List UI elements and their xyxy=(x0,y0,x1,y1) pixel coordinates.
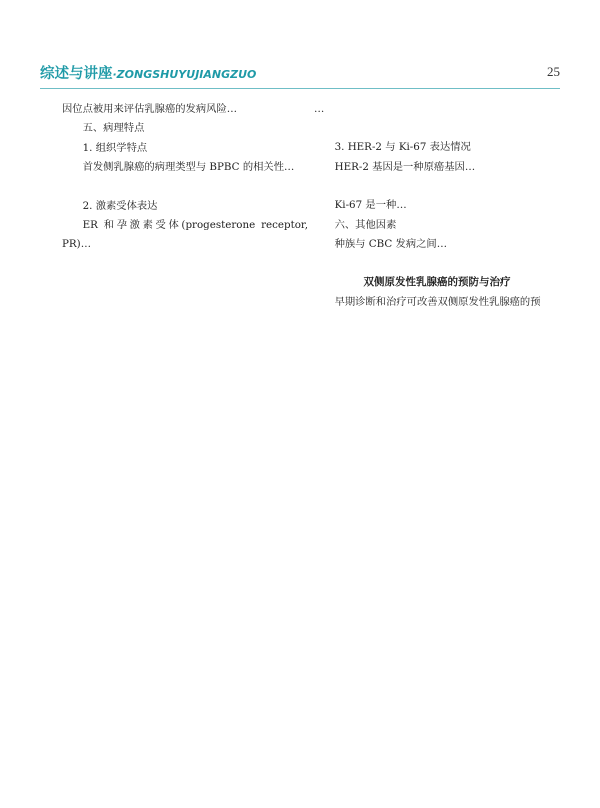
section-heading-prevention-treatment: 双侧原发性乳腺癌的预防与治疗 xyxy=(363,276,511,289)
prevention-paragraph: 早期诊断和治疗可改善双侧原发性乳腺癌的预 xyxy=(334,295,541,308)
other-factors-paragraph: 种族与 CBC 发病之间… xyxy=(334,238,448,251)
left-column xyxy=(62,100,308,255)
subheading-hormone-receptor: 2. 激素受体表达 xyxy=(82,199,158,212)
journal-section-title xyxy=(40,62,256,83)
right-column xyxy=(314,100,560,312)
her2-paragraph: HER-2 基因是一种原癌基因… xyxy=(334,160,476,173)
page-number: 25 xyxy=(547,64,560,79)
section-heading-other-factors: 六、其他因素 xyxy=(334,218,397,231)
intro-paragraph: 因位点被用来评估乳腺癌的发病风险… xyxy=(62,103,238,115)
hormone-receptor-paragraph: ER 和孕激素受体(progesterone receptor, PR)… xyxy=(62,219,308,251)
section-heading-pathology: 五、病理特点 xyxy=(82,122,145,135)
section-title-text: 综述与讲座 xyxy=(40,66,113,82)
subheading-her2-ki67: 3. HER-2 与 Ki-67 表达情况 xyxy=(334,141,471,154)
section-title-pinyin: ·ZONGSHUYUJIANGZUO xyxy=(112,68,257,81)
ki67-paragraph: Ki-67 是一种… xyxy=(334,199,407,212)
subheading-histology: 1. 组织学特点 xyxy=(82,141,148,154)
continued-paragraph: … xyxy=(314,103,325,115)
histology-paragraph: 首发侧乳腺癌的病理类型与 BPBC 的相关性… xyxy=(82,161,295,174)
page-header xyxy=(40,62,560,88)
header-divider xyxy=(40,88,560,89)
